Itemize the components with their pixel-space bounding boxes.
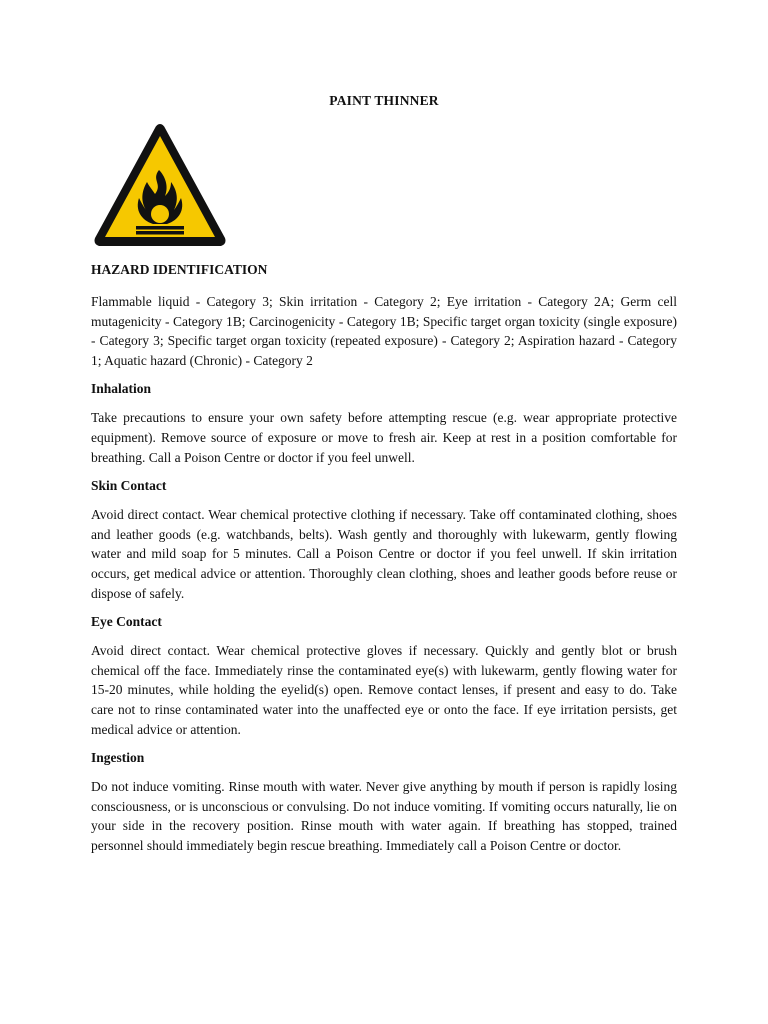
inhalation-heading: Inhalation (91, 381, 152, 397)
document-title: PAINT THINNER (329, 93, 439, 108)
eye-contact-heading: Eye Contact (91, 614, 162, 630)
hazard-identification-heading: HAZARD IDENTIFICATION (91, 262, 268, 277)
ingestion-heading: Ingestion (91, 750, 145, 766)
skin-contact-heading: Skin Contact (91, 478, 167, 494)
flammable-warning-icon (91, 120, 229, 250)
document-content (91, 260, 677, 864)
hazard-identification-text: Flammable liquid - Category 3; Skin irritation - Category 2; Eye irritation - Category 2A; Germ cell mutagenicity - Category 1B; Carcinogenicity - Category 1B; Specific target organ toxicity (single exposure) - Category 3; Specific target organ toxicity (repeated exposure) - Category 2; Aspiration hazard - Category 1; Aquatic hazard (Chronic) - Category 2 (91, 294, 677, 368)
eye-contact-text: Avoid direct contact. Wear chemical protective gloves if necessary. Quickly and gently blot or brush chemical off the face. Immediately rinse the contaminated eye(s) with lukewarm, gently flowing water for 15-20 minutes, while holding the eyelid(s) open. Remove contact lenses, if present and easy to do. Take care not to rinse contaminated water into the unaffected eye or onto the face. If eye irritation persists, get medical advice or attention. (91, 643, 677, 737)
inhalation-text: Take precautions to ensure your own safety before attempting rescue (e.g. wear appropriate protective equipment). Remove source of exposure or move to fresh air. Keep at rest in a position comfortable for breathing. Call a Poison Centre or doctor if you feel unwell. (91, 410, 677, 465)
skin-contact-text: Avoid direct contact. Wear chemical protective clothing if necessary. Take off contaminated clothing, shoes and leather goods (e.g. watchbands, belts). Wash gently and thoroughly with lukewarm, gently flowing water and mild soap for 5 minutes. Call a Poison Centre or doctor if you feel unwell. If skin irritation occurs, get medical advice or attention. Thoroughly clean clothing, shoes and leather goods before reuse or dispose of safely. (91, 507, 677, 601)
ingestion-text: Do not induce vomiting. Rinse mouth with water. Never give anything by mouth if person is rapidly losing consciousness, or is unconscious or convulsing. Do not induce vomiting. If vomiting occurs naturally, lie on your side in the recovery position. Rinse mouth with water again. If breathing has stopped, trained personnel should immediately begin rescue breathing. Immediately call a Poison Centre or doctor. (91, 779, 677, 853)
